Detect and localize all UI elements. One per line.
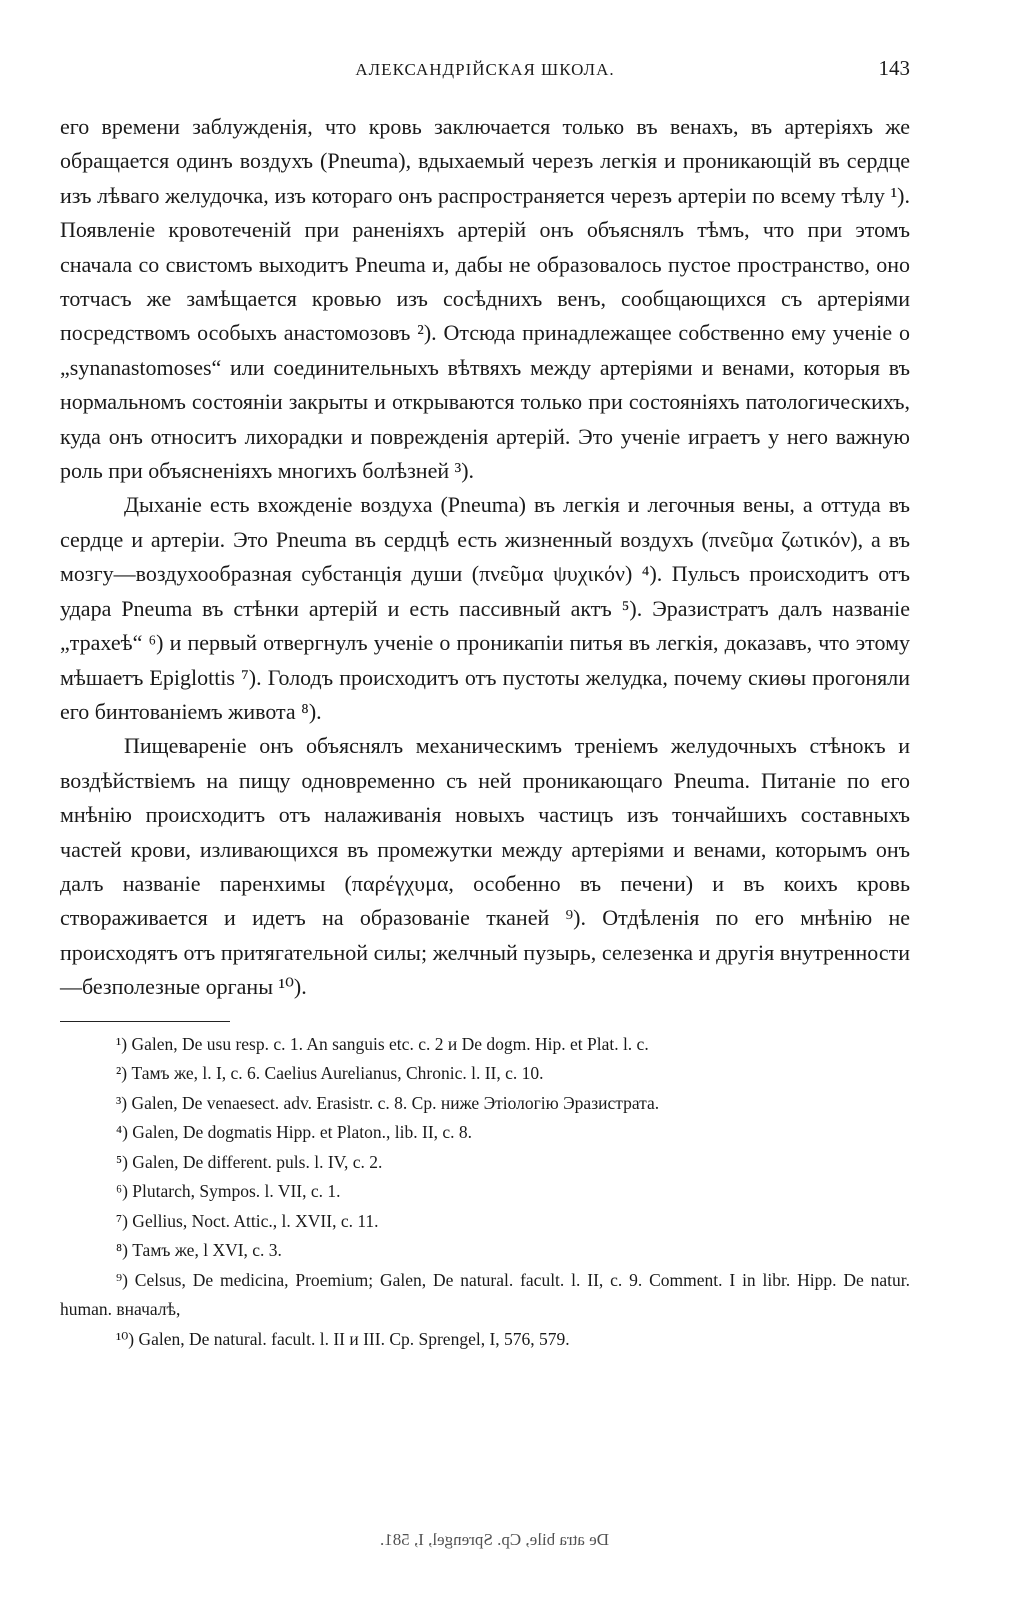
footnote-rule [60,1021,230,1022]
footnote: ¹⁰) Galen, De natural. facult. l. II и III. Ср. Sprengel, I, 576, 579. [116,1328,570,1349]
footnote: ³) Galen, De venaesect. adv. Erasistr. c. 8. Ср. ниже Этіологію Эразистрата. [116,1092,660,1113]
page-header [60,52,910,92]
page [60,52,910,1354]
paragraph: Пищевареніе онъ объяснялъ механическимъ треніемъ желудочныхъ стѣнокъ и воздѣйствіемъ на пищу одновременно съ ней проникающаго Pneuma. Питаніе по его мнѣнію происходитъ отъ налаживанія новыхъ частицъ изъ тончайшихъ составныхъ частей крови, изливающихся въ промежутки между артеріями и венами, которымъ онъ далъ названіе паренхимы (παρέγχυμα, особенно въ печени) и въ коихъ кровь створаживается и идетъ на образованіе тканей ⁹). Отдѣленія по его мнѣнію не происходятъ отъ притягательной силы; желчный пузырь, селезенка и другія внутренности—безполезные органы ¹⁰). [60,733,910,1000]
footnote: ²) Тамъ же, l. I, c. 6. Caelius Aurelianus, Chronic. l. II, c. 10. [116,1063,544,1084]
running-title: АЛЕКСАНДРІЙСКАЯ ШКОЛА. [355,60,615,79]
footnote: ⁶) Plutarch, Sympos. l. VII, c. 1. [116,1181,341,1202]
footnote: ⁴) Galen, De dogmatis Hipp. et Platon., lib. II, c. 8. [116,1122,473,1143]
footnote: ⁵) Galen, De different. puls. l. IV, c. 2. [116,1151,383,1172]
footnote: ¹) Galen, De usu resp. c. 1. An sanguis etc. c. 2 и De dogm. Hip. et Plat. l. c. [116,1033,649,1054]
bleed-through-text: De atra bile, Ср. Sprengel, I, 581. [380,1530,609,1549]
footnote: ⁹) Celsus, De medicina, Proemium; Galen, De natural. facult. l. II, c. 9. Comment. I in libr. Hipp. De natur. human. вначалѣ, [60,1269,910,1320]
footnote: ⁷) Gellius, Noct. Attic., l. XVII, c. 11. [116,1210,379,1231]
footnote: ⁸) Тамъ же, l XVI, c. 3. [116,1240,282,1261]
paragraph: Дыханіе есть вхожденіе воздуха (Pneuma) въ легкія и легочныя вены, а оттуда въ сердце и артеріи. Это Pneuma въ сердцѣ есть жизненный воздухъ (πνεῦμα ζωτικόν), а въ мозгу—воздухообразная субстанція души (πνεῦμα ψυχικόν) ⁴). Пульсъ происходитъ отъ удара Pneuma въ стѣнки артерій и есть пассивный актъ ⁵). Эразистратъ далъ названіе „трахеѣ“ ⁶) и первый отвергнулъ ученіе о проникапіи питья въ легкія, доказавъ, что этому мѣшаетъ Epiglottis ⁷). Голодъ происходитъ отъ пустоты желудка, почему скиѳы прогоняли его бинтованіемъ живота ⁸). [60,492,910,724]
paragraph: его времени заблужденія, что кровь заключается только въ венахъ, въ артеріяхъ же обращается одинъ воздухъ (Pneuma), вдыхаемый черезъ легкія и проникающій въ сердце изъ лѣваго желудочка, изъ котораго онъ распространяется черезъ артеріи по всему тѣлу ¹). Появленіе кровотеченій при раненіяхъ артерій онъ объяснялъ тѣмъ, что при этомъ сначала со свистомъ выходитъ Pneuma и, дабы не образовалось пустое пространство, оно тотчасъ же замѣщается кровью изъ сосѣднихъ венъ, сообщающихся съ артеріями посредствомъ особыхъ анастомозовъ ²). Отсюда принадлежащее собственно ему ученіе о „synanastomoses“ или соединительныхъ вѣтвяхъ между артеріями и венами, которыя въ нормальномъ состояніи закрыты и открываются только при состояніяхъ патологическихъ, куда онъ относитъ лихорадки и поврежденія артерій. Это ученіе играетъ у него важную роль при объясненіяхъ многихъ болѣзней ³). [60,114,910,484]
page-number: 143 [878,56,910,80]
footnotes [60,1030,910,1355]
body-text [60,110,910,1005]
